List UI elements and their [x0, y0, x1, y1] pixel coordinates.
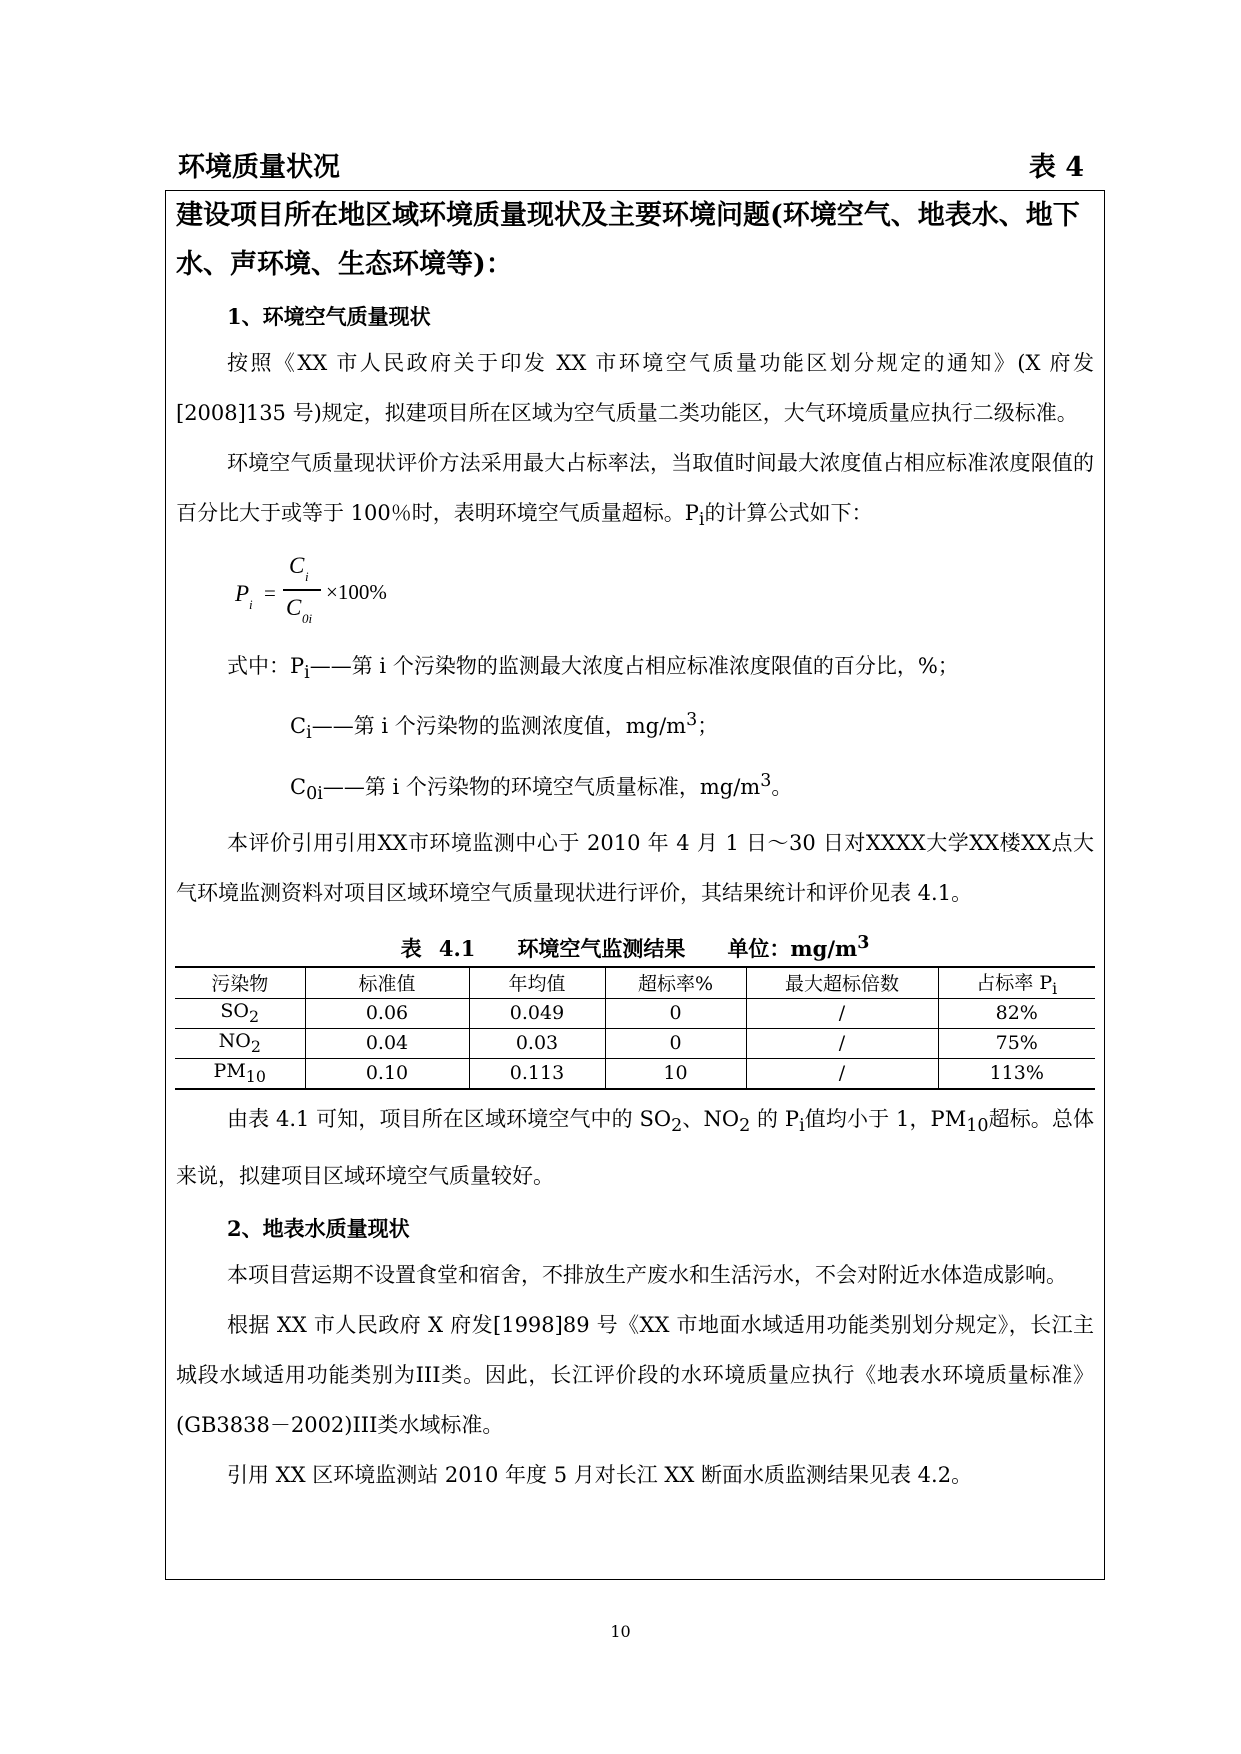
cell-exceed-rate: 0 — [605, 998, 746, 1028]
main-heading: 建设项目所在地区域环境质量现状及主要环境问题(环境空气、地表水、地下水、声环境、生态环境等)： — [176, 200, 1080, 280]
definition-end: 。 — [771, 774, 793, 799]
formula-times: ×100% — [326, 580, 387, 605]
section-1-paragraph-1: 按照《XX 市人民政府关于印发 XX 市环境空气质量功能区划分规定的通知》(X 府发[2008]135 号)规定，拟建项目所在区域为空气质量二类功能区，大气环境质量应执行二级标准。 — [176, 351, 1094, 425]
cell-exceed-rate: 10 — [605, 1058, 746, 1089]
cell-standard: 0.04 — [305, 1028, 469, 1058]
p4-part-d: 值均小于 1，PM — [804, 1106, 967, 1131]
table-row — [175, 1028, 1095, 1058]
cell-standard: 0.06 — [305, 998, 469, 1028]
header-pi — [938, 967, 1095, 998]
section-2-paragraph-1: 本项目营运期不设置食堂和宿舍，不排放生产废水和生活污水，不会对附近水体造成影响。 — [227, 1262, 1067, 1287]
content-frame — [165, 190, 1105, 1580]
definition-text: ——第 i 个污染物的监测浓度值，mg/m — [311, 714, 687, 739]
formula-equals: = — [264, 581, 276, 606]
cell-annual-avg: 0.049 — [469, 998, 605, 1028]
header-max-exceed: 最大超标倍数 — [746, 967, 938, 998]
p4-sub-1: 2 — [671, 1115, 683, 1136]
definition-symbol: P — [290, 654, 305, 679]
definition-ci — [176, 697, 1094, 757]
definition-text: ——第 i 个污染物的环境空气质量标准，mg/m — [322, 774, 761, 799]
formula-denominator-sub: 0i — [302, 611, 313, 627]
section-2-paragraph-2: 根据 XX 市人民政府 X 府发[1998]89 号《XX 市地面水域适用功能类别划分规定》，长江主城段水域适用功能类别为III类。因此，长江评价段的水环境质量应执行《地表水环境质量标准》(GB3838－2002)III类水域标准。 — [176, 1312, 1094, 1437]
p4-part-e: 超标。总体来说，拟建项目区域环境空气质量较好。 — [176, 1106, 1095, 1188]
formula-lhs: P — [235, 581, 250, 607]
definition-symbol: C — [290, 774, 307, 799]
section-1-paragraph-2 — [176, 438, 1094, 545]
definition-c0i — [176, 758, 1094, 818]
cell-pollutant — [175, 998, 305, 1028]
fraction-bar — [283, 589, 321, 591]
definition-superscript: 3 — [760, 770, 772, 791]
p2-text: 环境空气质量现状评价方法采用最大占标率法，当取值时间最大浓度值占相应标准浓度限值的百分比大于或等于 100％时，表明环境空气质量超标。 — [176, 451, 1094, 525]
definition-superscript: 3 — [686, 710, 698, 731]
formula-numerator-sub: i — [305, 569, 309, 585]
caption-title: 环境空气监测结果 — [517, 935, 686, 961]
caption-number: 表 4.1 — [400, 935, 476, 961]
cell-pi: 82% — [938, 998, 1095, 1028]
formula-denominator: C — [286, 595, 302, 621]
pollutant-name: SO — [220, 1000, 249, 1023]
cell-standard: 0.10 — [305, 1058, 469, 1089]
definition-end: ； — [697, 714, 719, 739]
formula-numerator: C — [289, 553, 305, 579]
definition-text: ——第 i 个污染物的监测最大浓度占相应标准浓度限值的百分比，%； — [309, 654, 959, 679]
cell-annual-avg: 0.113 — [469, 1058, 605, 1089]
pollutant-name: PM — [213, 1060, 246, 1083]
definition-subscript: 0i — [306, 783, 323, 804]
table-row — [175, 1058, 1095, 1089]
cell-pollutant — [175, 1028, 305, 1058]
p2-symbol: P — [684, 501, 699, 525]
pollutant-name: NO — [218, 1030, 251, 1053]
cell-max-exceed: / — [746, 998, 938, 1028]
cell-max-exceed: / — [746, 1028, 938, 1058]
header-annual-avg: 年均值 — [469, 967, 605, 998]
p2-subscript: i — [698, 510, 705, 531]
cell-pi: 75% — [938, 1028, 1095, 1058]
table-caption — [176, 920, 1094, 966]
content-body — [176, 191, 1094, 1500]
cell-pollutant — [175, 1058, 305, 1089]
page-header — [178, 150, 1084, 184]
definition-subscript: i — [306, 723, 312, 744]
p2-tail: 的计算公式如下： — [704, 501, 873, 525]
header-pi-sub: i — [1052, 978, 1058, 998]
cell-max-exceed: / — [746, 1058, 938, 1089]
header-standard: 标准值 — [305, 967, 469, 998]
cell-pi: 113% — [938, 1058, 1095, 1089]
p4-sub-2: 2 — [739, 1115, 751, 1136]
page-number: 10 — [610, 1622, 631, 1641]
header-pi-label: 占标率 P — [976, 971, 1053, 994]
header-pollutant: 污染物 — [175, 967, 305, 998]
definition-subscript: i — [304, 663, 310, 684]
pi-formula — [176, 551, 1094, 635]
p4-part-a: 由表 4.1 可知，项目所在区域环境空气中的 SO — [227, 1106, 672, 1131]
air-monitoring-table — [175, 966, 1095, 1090]
cell-exceed-rate: 0 — [605, 1028, 746, 1058]
section-1-title: 1、环境空气质量现状 — [227, 304, 431, 329]
p4-sub-4: 10 — [966, 1115, 989, 1136]
header-exceed-rate: 超标率% — [605, 967, 746, 998]
p4-part-b: 、NO — [682, 1106, 740, 1131]
caption-unit-sup: 3 — [857, 932, 870, 953]
table-row — [175, 998, 1095, 1028]
caption-unit: 单位：mg/m — [727, 935, 858, 961]
section-1-paragraph-3: 本评价引用引用XX市环境监测中心于 2010 年 4 月 1 日～30 日对XXXX大学XX楼XX点大气环境监测资料对项目区域环境空气质量现状进行评价，其结果统计和评价见表 4.1。 — [176, 830, 1094, 905]
definition-prefix: 式中： — [227, 654, 290, 679]
section-2-paragraph-3: 引用 XX 区环境监测站 2010 年度 5 月对长江 XX 断面水质监测结果见表 4.2。 — [227, 1462, 973, 1487]
cell-annual-avg: 0.03 — [469, 1028, 605, 1058]
p4-sub-3: i — [799, 1115, 805, 1136]
table-number: 表 4 — [1028, 152, 1084, 183]
symbol-definitions — [176, 643, 1094, 818]
formula-lhs-sub: i — [249, 597, 253, 613]
section-title: 环境质量状况 — [178, 152, 340, 183]
definition-symbol: C — [290, 714, 307, 739]
pollutant-sub: 2 — [250, 1036, 261, 1056]
table-header-row — [175, 967, 1095, 998]
pollutant-sub: 10 — [245, 1066, 266, 1086]
p4-part-c: 的 P — [750, 1106, 800, 1131]
definition-pi — [176, 643, 1094, 697]
section-1-paragraph-4 — [176, 1094, 1094, 1201]
pollutant-sub: 2 — [249, 1006, 260, 1026]
section-2-title: 2、地表水质量现状 — [227, 1215, 410, 1241]
